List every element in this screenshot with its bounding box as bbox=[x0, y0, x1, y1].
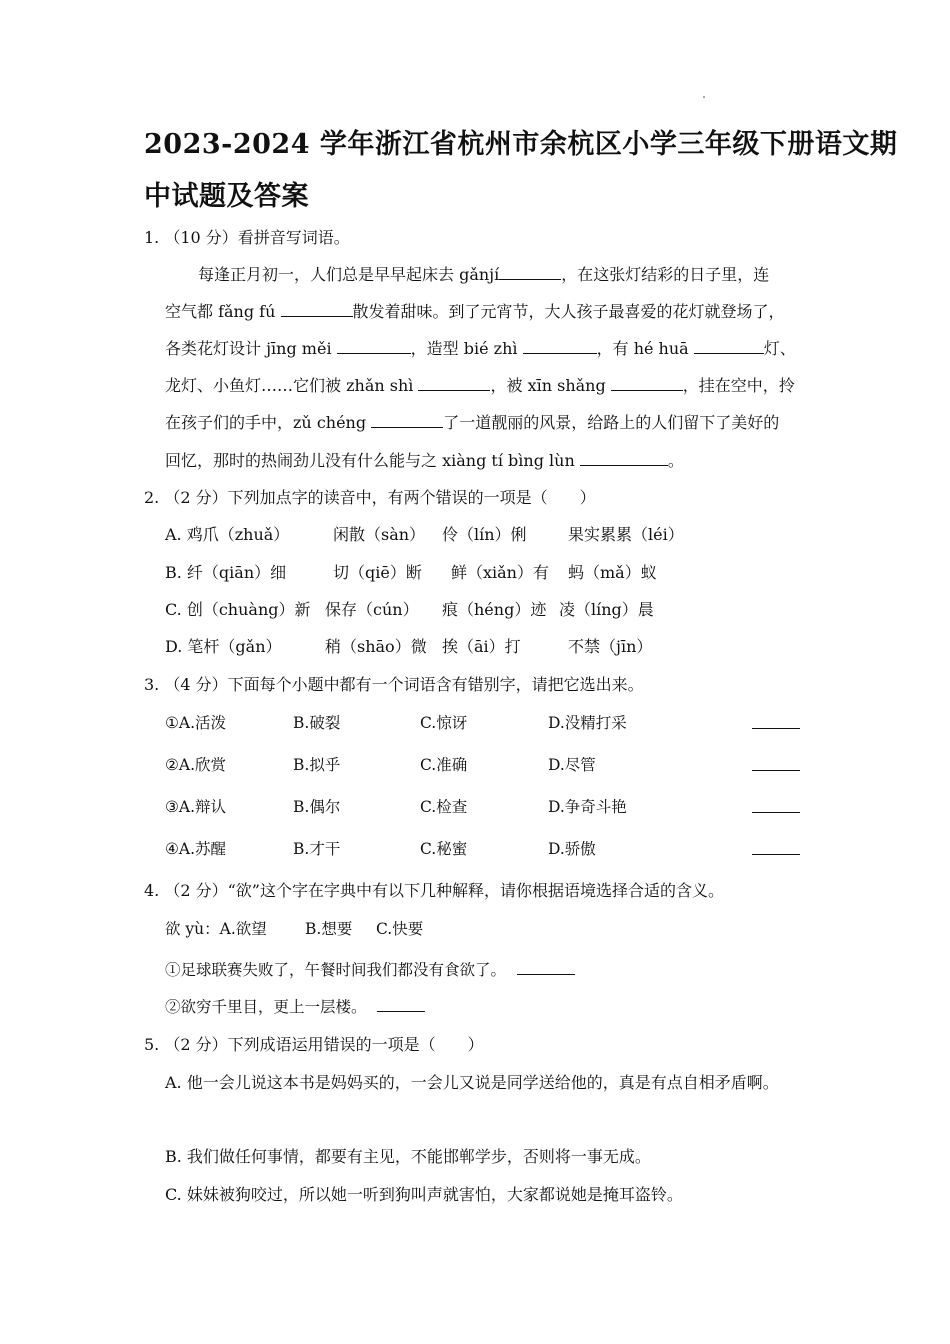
q1-text: ，被 xīn shǎng bbox=[490, 376, 611, 395]
q3-item-1-d: D.没精打采 bbox=[548, 714, 627, 732]
answer-blank[interactable] bbox=[281, 302, 353, 317]
q3-item-4-c: C.秘蜜 bbox=[420, 840, 468, 858]
q4-definition-a: 欲 yù：A.欲望 bbox=[165, 920, 267, 938]
q3-item-2-b: B.拟乎 bbox=[293, 756, 341, 774]
q2-option-c[interactable]: C. 创（chuàng）新 bbox=[165, 600, 311, 619]
q5-option-c[interactable]: C. 妹妹被狗咬过，所以她一听到狗叫声就害怕，大家都说她是掩耳盗铃。 bbox=[165, 1185, 683, 1204]
q4-sentence-2 bbox=[165, 995, 425, 1017]
scan-speck bbox=[703, 96, 705, 98]
q1-text: 回忆，那时的热闹劲儿没有什么能与之 xiàng tí bìng lùn bbox=[165, 451, 580, 470]
answer-blank[interactable] bbox=[523, 339, 597, 354]
q4-definition-b: B.想要 bbox=[305, 920, 353, 938]
q4-heading: 4. （2 分）“欲”这个字在字典中有以下几种解释，请你根据语境选择合适的含义。 bbox=[144, 881, 724, 900]
q2-option-d-word: 不禁（jīn） bbox=[568, 637, 653, 656]
q4-text: ②欲穷千里目，更上一层楼。 bbox=[165, 998, 367, 1016]
q1-line-6 bbox=[165, 448, 684, 471]
q3-item-1-c: C.惊讶 bbox=[420, 714, 468, 732]
answer-blank[interactable] bbox=[694, 339, 764, 354]
answer-blank[interactable] bbox=[752, 840, 800, 855]
q1-text: 。 bbox=[667, 451, 684, 470]
q1-text: 每逢正月初一，人们总是早早起床去 gǎnjí bbox=[198, 265, 500, 284]
q2-option-c-word: 保存（cún） bbox=[325, 600, 419, 619]
q1-line-1 bbox=[198, 262, 769, 285]
q1-text: ，造型 bié zhì bbox=[410, 339, 523, 358]
q3-item-1-b: B.破裂 bbox=[293, 714, 341, 732]
q3-item-3-b: B.偶尔 bbox=[293, 798, 341, 816]
answer-blank[interactable] bbox=[517, 960, 575, 975]
q2-heading: 2. （2 分）下列加点字的读音中，有两个错误的一项是（ ） bbox=[144, 488, 596, 507]
q2-option-d-word: 挨（āi）打 bbox=[442, 637, 521, 656]
answer-blank[interactable] bbox=[499, 265, 561, 280]
q1-line-4 bbox=[165, 373, 795, 396]
q1-line-2 bbox=[165, 299, 785, 322]
page-title-cont: 中试题及答案 bbox=[144, 181, 309, 212]
q1-line-5 bbox=[165, 410, 779, 433]
q3-item-4-b: B.才干 bbox=[293, 840, 341, 858]
q2-option-b-word: 鲜（xiǎn）有 bbox=[451, 563, 549, 582]
q2-option-d[interactable]: D. 笔杆（gǎn） bbox=[165, 637, 282, 656]
q1-line-3 bbox=[165, 336, 796, 359]
q5-option-a[interactable]: A. 他一会儿说这本书是妈妈买的，一会儿又说是同学送给他的，真是有点自相矛盾啊。 bbox=[165, 1073, 779, 1092]
q3-item-3-c: C.检查 bbox=[420, 798, 468, 816]
q3-heading: 3. （4 分）下面每个小题中都有一个词语含有错别字，请把它选出来。 bbox=[144, 675, 644, 694]
q3-item-2-c: C.准确 bbox=[420, 756, 468, 774]
answer-blank[interactable] bbox=[337, 339, 411, 354]
q2-option-d-word: 稍（shāo）微 bbox=[325, 637, 427, 656]
q1-text: 各类花灯设计 jīng měi bbox=[165, 339, 337, 358]
q3-item-3-a: ③A.辩认 bbox=[165, 798, 227, 816]
q1-text: ，挂在空中，拎 bbox=[682, 376, 795, 395]
q2-option-b[interactable]: B. 纤（qiān）细 bbox=[165, 563, 287, 582]
q1-text: 空气都 fǎng fú bbox=[165, 302, 281, 321]
q1-text: 龙灯、小鱼灯……它们被 zhǎn shì bbox=[165, 376, 419, 395]
q1-text: 灯、 bbox=[763, 339, 796, 358]
q2-option-a-word: 伶（lín）俐 bbox=[442, 525, 527, 544]
answer-blank[interactable] bbox=[752, 756, 800, 771]
q3-item-2-a: ②A.欣赏 bbox=[165, 756, 227, 774]
answer-blank[interactable] bbox=[611, 376, 683, 391]
q3-item-3-d: D.争奇斗艳 bbox=[548, 798, 627, 816]
q1-text: 了一道靓丽的风景，给路上的人们留下了美好的 bbox=[443, 413, 780, 432]
q4-definition-c: C.快要 bbox=[376, 920, 424, 938]
answer-blank[interactable] bbox=[752, 798, 800, 813]
q3-item-2-d: D.尽管 bbox=[548, 756, 596, 774]
q2-option-c-word: 痕（héng）迹 bbox=[442, 600, 547, 619]
answer-blank[interactable] bbox=[377, 997, 425, 1012]
q2-option-a-word: 闲散（sàn） bbox=[333, 525, 426, 544]
q1-text: 在孩子们的手中，zǔ chéng bbox=[165, 413, 372, 432]
q1-text: ，有 hé huā bbox=[596, 339, 694, 358]
page-title: 2023-2024 学年浙江省杭州市余杭区小学三年级下册语文期 bbox=[144, 129, 898, 160]
q3-item-4-d: D.骄傲 bbox=[548, 840, 596, 858]
answer-blank[interactable] bbox=[418, 376, 490, 391]
q1-text: ，在这张灯结彩的日子里，连 bbox=[561, 265, 770, 284]
q2-option-b-word: 蚂（mǎ）蚁 bbox=[568, 563, 657, 582]
q4-text: ①足球联赛失败了，午餐时间我们都没有食欲了。 bbox=[165, 961, 507, 979]
q3-item-4-a: ④A.苏醒 bbox=[165, 840, 227, 858]
q2-option-c-word: 凌（líng）晨 bbox=[559, 600, 654, 619]
q1-text: 散发着甜味。到了元宵节，大人孩子最喜爱的花灯就登场了， bbox=[352, 302, 785, 321]
answer-blank[interactable] bbox=[371, 413, 443, 428]
q4-sentence-1 bbox=[165, 958, 575, 980]
q2-option-b-word: 切（qiē）断 bbox=[333, 563, 422, 582]
q5-option-b[interactable]: B. 我们做任何事情，都要有主见，不能邯郸学步，否则将一事无成。 bbox=[165, 1147, 651, 1166]
q1-heading: 1. （10 分）看拼音写词语。 bbox=[144, 228, 350, 247]
q3-item-1-a: ①A.活泼 bbox=[165, 714, 227, 732]
q2-option-a[interactable]: A. 鸡爪（zhuǎ） bbox=[165, 525, 290, 544]
q5-heading: 5. （2 分）下列成语运用错误的一项是（ ） bbox=[144, 1035, 484, 1054]
q2-option-a-word: 果实累累（léi） bbox=[568, 525, 684, 544]
answer-blank[interactable] bbox=[580, 451, 668, 466]
answer-blank[interactable] bbox=[752, 714, 800, 729]
